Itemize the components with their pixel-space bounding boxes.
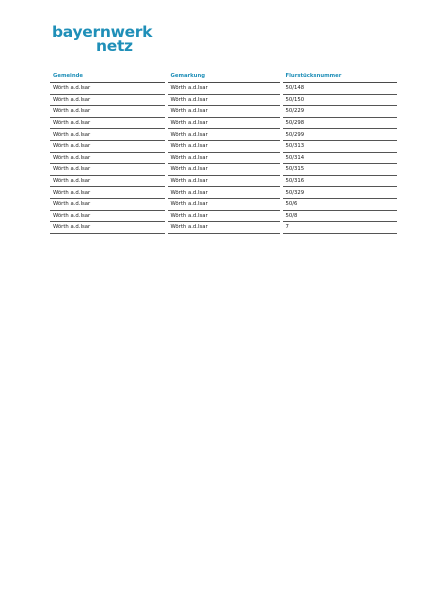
table-row — [50, 140, 397, 152]
cell-gemeinde: Wörth a.d.Isar — [50, 140, 166, 152]
cell-flurstuecksnummer: 50/6 — [281, 198, 397, 210]
parcel-table — [50, 69, 397, 234]
cell-flurstuecksnummer: 50/315 — [281, 164, 397, 176]
table-row — [50, 222, 397, 234]
cell-gemarkung: Wörth a.d.Isar — [166, 210, 281, 222]
cell-flurstuecksnummer: 50/8 — [281, 210, 397, 222]
cell-gemarkung: Wörth a.d.Isar — [166, 106, 281, 118]
cell-flurstuecksnummer: 50/150 — [281, 94, 397, 106]
cell-gemeinde: Wörth a.d.Isar — [50, 164, 166, 176]
cell-gemeinde: Wörth a.d.Isar — [50, 210, 166, 222]
cell-gemarkung: Wörth a.d.Isar — [166, 83, 281, 95]
table-row — [50, 106, 397, 118]
cell-flurstuecksnummer: 50/313 — [281, 140, 397, 152]
cell-gemarkung: Wörth a.d.Isar — [166, 164, 281, 176]
cell-gemarkung: Wörth a.d.Isar — [166, 175, 281, 187]
cell-gemeinde: Wörth a.d.Isar — [50, 117, 166, 129]
table-header-row — [50, 69, 397, 83]
cell-gemeinde: Wörth a.d.Isar — [50, 83, 166, 95]
cell-gemeinde: Wörth a.d.Isar — [50, 152, 166, 164]
cell-flurstuecksnummer: 50/299 — [281, 129, 397, 141]
table-row — [50, 152, 397, 164]
table-row — [50, 198, 397, 210]
cell-flurstuecksnummer: 50/329 — [281, 187, 397, 199]
cell-gemarkung: Wörth a.d.Isar — [166, 152, 281, 164]
cell-gemarkung: Wörth a.d.Isar — [166, 187, 281, 199]
table-row — [50, 83, 397, 95]
cell-flurstuecksnummer: 50/316 — [281, 175, 397, 187]
cell-gemarkung: Wörth a.d.Isar — [166, 222, 281, 234]
cell-gemarkung: Wörth a.d.Isar — [166, 140, 281, 152]
column-header-gemarkung: Gemarkung — [166, 69, 281, 83]
company-logo — [52, 25, 152, 54]
cell-gemeinde: Wörth a.d.Isar — [50, 222, 166, 234]
cell-gemeinde: Wörth a.d.Isar — [50, 198, 166, 210]
cell-gemeinde: Wörth a.d.Isar — [50, 187, 166, 199]
cell-flurstuecksnummer: 50/148 — [281, 83, 397, 95]
cell-gemarkung: Wörth a.d.Isar — [166, 117, 281, 129]
table-row — [50, 175, 397, 187]
cell-gemeinde: Wörth a.d.Isar — [50, 129, 166, 141]
cell-flurstuecksnummer: 50/314 — [281, 152, 397, 164]
table-row — [50, 129, 397, 141]
cell-gemarkung: Wörth a.d.Isar — [166, 94, 281, 106]
column-header-gemeinde: Gemeinde — [50, 69, 166, 83]
table-row — [50, 210, 397, 222]
column-header-flurstuecksnummer: Flurstücksnummer — [281, 69, 397, 83]
logo-text-line2: netz — [96, 36, 133, 55]
table-row — [50, 164, 397, 176]
cell-flurstuecksnummer: 50/229 — [281, 106, 397, 118]
cell-gemeinde: Wörth a.d.Isar — [50, 106, 166, 118]
cell-flurstuecksnummer: 7 — [281, 222, 397, 234]
logo-text-line1: bayernwerk — [52, 23, 153, 41]
cell-gemeinde: Wörth a.d.Isar — [50, 175, 166, 187]
cell-gemarkung: Wörth a.d.Isar — [166, 129, 281, 141]
table-row — [50, 117, 397, 129]
cell-gemarkung: Wörth a.d.Isar — [166, 198, 281, 210]
cell-flurstuecksnummer: 50/298 — [281, 117, 397, 129]
table-row — [50, 187, 397, 199]
table-row — [50, 94, 397, 106]
cell-gemeinde: Wörth a.d.Isar — [50, 94, 166, 106]
